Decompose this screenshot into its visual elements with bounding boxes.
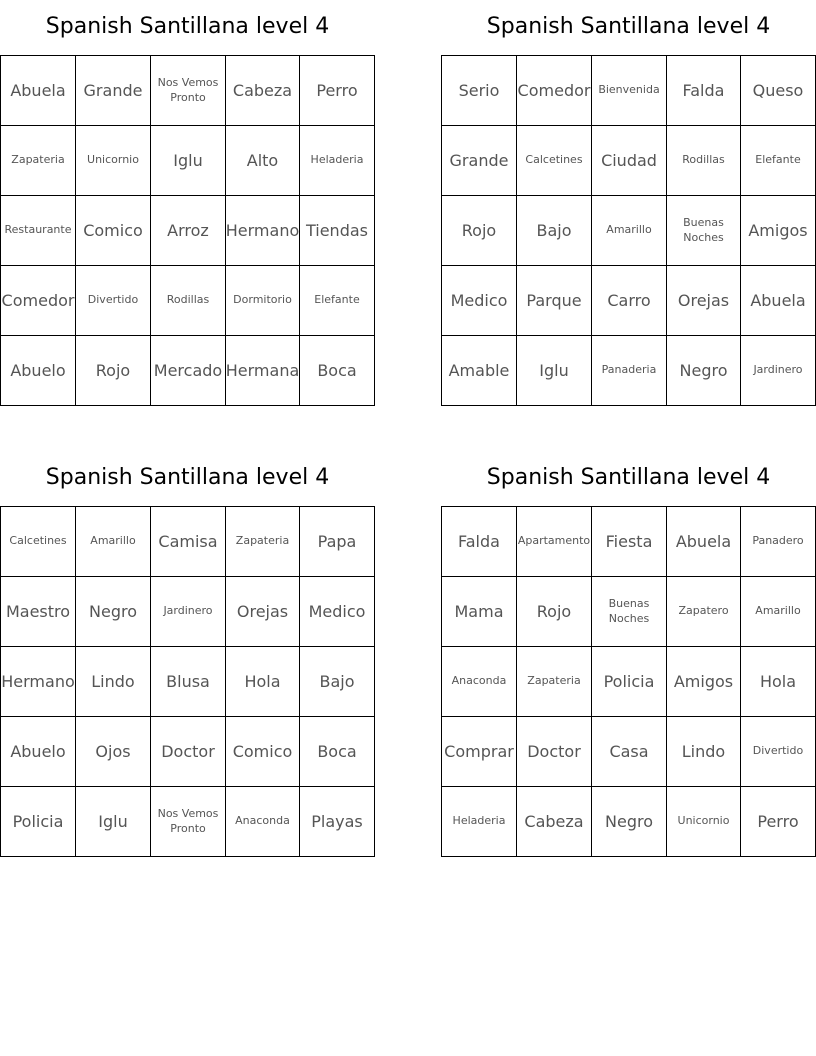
bingo-cell: Comedor bbox=[1, 266, 76, 336]
bingo-cell: Buenas Noches bbox=[592, 577, 667, 647]
bingo-cell: Rodillas bbox=[151, 266, 226, 336]
bingo-cell: Parque bbox=[517, 266, 592, 336]
bingo-cell: Abuela bbox=[667, 507, 741, 577]
bingo-grid bbox=[441, 506, 816, 857]
bingo-grid bbox=[0, 55, 375, 406]
bingo-cell: Carro bbox=[592, 266, 667, 336]
bingo-cell: Rojo bbox=[517, 577, 592, 647]
bingo-cell: Abuela bbox=[1, 56, 76, 126]
bingo-card-1 bbox=[0, 10, 375, 406]
bingo-cell: Elefante bbox=[300, 266, 375, 336]
bingo-cell: Casa bbox=[592, 717, 667, 787]
bingo-cell: Zapateria bbox=[1, 126, 76, 196]
bingo-cell: Unicornio bbox=[667, 787, 741, 857]
bingo-cell: Hermana bbox=[226, 336, 300, 406]
bingo-cell: Iglu bbox=[517, 336, 592, 406]
bingo-cell: Unicornio bbox=[76, 126, 151, 196]
bingo-cell: Playas bbox=[300, 787, 375, 857]
bingo-cell: Divertido bbox=[741, 717, 816, 787]
bingo-cell: Zapateria bbox=[226, 507, 300, 577]
bingo-cell: Comprar bbox=[442, 717, 517, 787]
bingo-cell: Comedor bbox=[517, 56, 592, 126]
bingo-cell: Falda bbox=[442, 507, 517, 577]
bingo-cell: Elefante bbox=[741, 126, 816, 196]
bingo-cell: Negro bbox=[76, 577, 151, 647]
bingo-cell: Nos Vemos Pronto bbox=[151, 56, 226, 126]
bingo-cell: Negro bbox=[592, 787, 667, 857]
bingo-cell: Heladeria bbox=[442, 787, 517, 857]
bingo-cell: Camisa bbox=[151, 507, 226, 577]
bingo-cell: Boca bbox=[300, 336, 375, 406]
bingo-cell: Ciudad bbox=[592, 126, 667, 196]
bingo-cell: Amarillo bbox=[592, 196, 667, 266]
bingo-card-2 bbox=[441, 10, 816, 406]
bingo-cell: Panadero bbox=[741, 507, 816, 577]
bingo-card-3 bbox=[0, 461, 375, 857]
bingo-cell: Iglu bbox=[151, 126, 226, 196]
bingo-cell: Rodillas bbox=[667, 126, 741, 196]
bingo-cell: Jardinero bbox=[151, 577, 226, 647]
bingo-cell: Calcetines bbox=[1, 507, 76, 577]
bingo-cell: Panaderia bbox=[592, 336, 667, 406]
bingo-cell: Cabeza bbox=[226, 56, 300, 126]
bingo-cell: Amarillo bbox=[741, 577, 816, 647]
bingo-cell: Grande bbox=[76, 56, 151, 126]
bingo-cell: Ojos bbox=[76, 717, 151, 787]
bingo-cell: Heladeria bbox=[300, 126, 375, 196]
bingo-cell: Alto bbox=[226, 126, 300, 196]
bingo-cell: Policia bbox=[1, 787, 76, 857]
bingo-cell: Comico bbox=[226, 717, 300, 787]
bingo-cell: Bajo bbox=[517, 196, 592, 266]
bingo-cell: Medico bbox=[442, 266, 517, 336]
card-title: Spanish Santillana level 4 bbox=[45, 14, 330, 39]
bingo-cell: Anaconda bbox=[226, 787, 300, 857]
bingo-cell: Negro bbox=[667, 336, 741, 406]
bingo-cell: Blusa bbox=[151, 647, 226, 717]
bingo-cell: Dormitorio bbox=[226, 266, 300, 336]
bingo-cell: Lindo bbox=[667, 717, 741, 787]
bingo-cell: Hola bbox=[226, 647, 300, 717]
bingo-cell: Serio bbox=[442, 56, 517, 126]
bingo-cell: Bajo bbox=[300, 647, 375, 717]
bingo-cell: Zapateria bbox=[517, 647, 592, 717]
bingo-cell: Restaurante bbox=[1, 196, 76, 266]
bingo-cell: Calcetines bbox=[517, 126, 592, 196]
bingo-cell: Doctor bbox=[151, 717, 226, 787]
bingo-cell: Mercado bbox=[151, 336, 226, 406]
bingo-cell: Divertido bbox=[76, 266, 151, 336]
bingo-cell: Falda bbox=[667, 56, 741, 126]
bingo-cell: Amigos bbox=[741, 196, 816, 266]
bingo-cell: Hermano bbox=[226, 196, 300, 266]
bingo-cell: Abuela bbox=[741, 266, 816, 336]
bingo-cell: Boca bbox=[300, 717, 375, 787]
bingo-cell: Cabeza bbox=[517, 787, 592, 857]
bingo-cell: Zapatero bbox=[667, 577, 741, 647]
card-title: Spanish Santillana level 4 bbox=[486, 14, 771, 39]
bingo-cell: Mama bbox=[442, 577, 517, 647]
bingo-grid bbox=[0, 506, 375, 857]
bingo-cell: Amable bbox=[442, 336, 517, 406]
bingo-cell: Anaconda bbox=[442, 647, 517, 717]
bingo-cell: Medico bbox=[300, 577, 375, 647]
bingo-cell: Maestro bbox=[1, 577, 76, 647]
bingo-cell: Amigos bbox=[667, 647, 741, 717]
bingo-cell: Nos Vemos Pronto bbox=[151, 787, 226, 857]
bingo-card-4 bbox=[441, 461, 816, 857]
bingo-cell: Rojo bbox=[442, 196, 517, 266]
bingo-cell: Perro bbox=[300, 56, 375, 126]
card-title: Spanish Santillana level 4 bbox=[45, 465, 330, 490]
card-title: Spanish Santillana level 4 bbox=[486, 465, 771, 490]
bingo-cell: Abuelo bbox=[1, 336, 76, 406]
bingo-cell: Rojo bbox=[76, 336, 151, 406]
bingo-cell: Hola bbox=[741, 647, 816, 717]
bingo-cell: Tiendas bbox=[300, 196, 375, 266]
bingo-cell: Comico bbox=[76, 196, 151, 266]
bingo-cell: Jardinero bbox=[741, 336, 816, 406]
bingo-cell: Orejas bbox=[226, 577, 300, 647]
bingo-cell: Doctor bbox=[517, 717, 592, 787]
bingo-cell: Orejas bbox=[667, 266, 741, 336]
bingo-cell: Hermano bbox=[1, 647, 76, 717]
bingo-cell: Lindo bbox=[76, 647, 151, 717]
bingo-cell: Fiesta bbox=[592, 507, 667, 577]
bingo-cell: Abuelo bbox=[1, 717, 76, 787]
bingo-cell: Queso bbox=[741, 56, 816, 126]
bingo-cell: Apartamento bbox=[517, 507, 592, 577]
bingo-cell: Papa bbox=[300, 507, 375, 577]
bingo-cell: Iglu bbox=[76, 787, 151, 857]
bingo-cell: Grande bbox=[442, 126, 517, 196]
bingo-grid bbox=[441, 55, 816, 406]
bingo-cell: Buenas Noches bbox=[667, 196, 741, 266]
bingo-cell: Amarillo bbox=[76, 507, 151, 577]
bingo-cell: Bienvenida bbox=[592, 56, 667, 126]
bingo-cell: Arroz bbox=[151, 196, 226, 266]
bingo-cell: Policia bbox=[592, 647, 667, 717]
bingo-cell: Perro bbox=[741, 787, 816, 857]
